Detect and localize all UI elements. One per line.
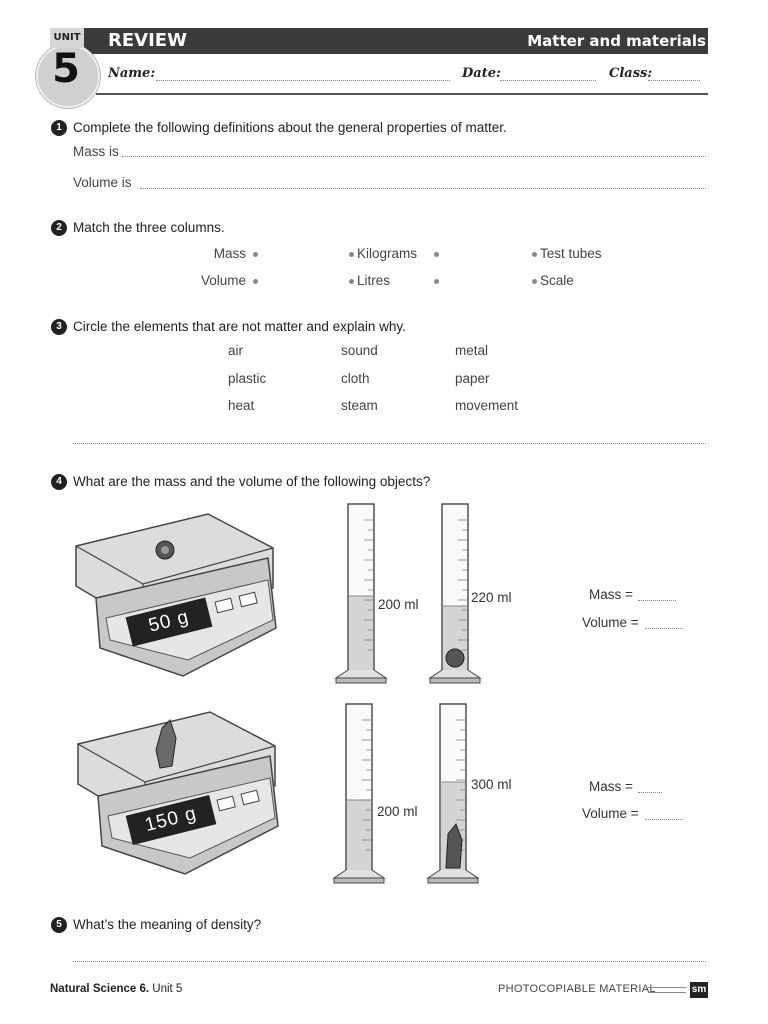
unit-number: 5 — [52, 46, 80, 92]
match-item: Litres — [357, 273, 391, 288]
mass-answer-label: Mass = — [589, 779, 633, 794]
volume-answer-label: Volume = — [582, 806, 639, 821]
graduated-cylinder-icon — [426, 700, 486, 888]
volume-definition-label: Volume is — [73, 175, 132, 190]
question-number: 4 — [51, 474, 67, 490]
class-field[interactable] — [648, 79, 700, 81]
match-dot[interactable] — [253, 279, 258, 284]
publisher-mark-icon — [648, 983, 686, 993]
footer-book-title — [50, 983, 182, 995]
mass-answer-field[interactable] — [638, 599, 676, 601]
volume-answer-label: Volume = — [582, 615, 639, 630]
volume-definition-field[interactable] — [140, 187, 706, 189]
name-field[interactable] — [156, 79, 450, 81]
match-dot[interactable] — [434, 279, 439, 284]
question-number: 5 — [51, 917, 67, 933]
question-number: 2 — [51, 220, 67, 236]
volume-answer-field[interactable] — [645, 818, 683, 820]
scale-display-1: 50 g — [126, 598, 213, 647]
graduated-cylinder-icon — [332, 700, 392, 888]
name-label: Name: — [108, 66, 156, 81]
question-5-prompt: What’s the meaning of density? — [73, 917, 262, 932]
question-2-prompt: Match the three columns. — [73, 220, 225, 235]
word-option[interactable]: metal — [455, 343, 489, 358]
mass-definition-label: Mass is — [73, 144, 119, 159]
explanation-field[interactable] — [73, 442, 706, 444]
word-option[interactable]: steam — [341, 398, 378, 413]
match-item: Mass — [213, 246, 246, 261]
unit-tab: UNIT — [50, 28, 84, 48]
page-title: REVIEW — [108, 30, 187, 51]
word-option[interactable]: sound — [341, 343, 378, 358]
cylinder-label: 300 ml — [471, 777, 512, 792]
question-3-prompt: Circle the elements that are not matter and explain why. — [73, 319, 406, 334]
volume-answer-field[interactable] — [645, 627, 683, 629]
graduated-cylinder-icon — [334, 500, 394, 688]
match-dot[interactable] — [349, 279, 354, 284]
match-dot[interactable] — [532, 279, 537, 284]
mass-definition-field[interactable] — [122, 155, 706, 157]
footer-unit: Unit 5 — [152, 983, 183, 995]
question-number: 1 — [51, 120, 67, 136]
mass-answer-label: Mass = — [589, 587, 633, 602]
word-option[interactable]: paper — [455, 371, 490, 386]
word-option[interactable]: movement — [455, 398, 519, 413]
match-item: Test tubes — [540, 246, 602, 261]
class-label: Class: — [609, 66, 653, 81]
match-dot[interactable] — [434, 252, 439, 257]
density-answer-field[interactable] — [73, 960, 706, 962]
match-dot[interactable] — [349, 252, 354, 257]
kitchen-scale-illustration — [70, 706, 285, 884]
subject-title: Matter and materials — [527, 32, 706, 50]
cylinder-label: 200 ml — [378, 597, 419, 612]
date-label: Date: — [462, 66, 501, 81]
kitchen-scale-illustration — [68, 508, 283, 686]
publisher-logo: sm — [690, 982, 708, 998]
word-option[interactable]: air — [228, 343, 244, 358]
match-dot[interactable] — [532, 252, 537, 257]
question-number: 3 — [51, 319, 67, 335]
mass-answer-field[interactable] — [638, 791, 662, 793]
question-4-prompt: What are the mass and the volume of the following objects? — [73, 474, 431, 489]
footer-book: Natural Science 6. — [50, 983, 150, 995]
cylinder-label: 220 ml — [471, 590, 512, 605]
word-option[interactable]: plastic — [228, 371, 267, 386]
question-1-prompt: Complete the following definitions about the general properties of matter. — [73, 120, 507, 135]
scale-display-2: 150 g — [126, 795, 217, 845]
date-field[interactable] — [500, 79, 596, 81]
match-item: Kilograms — [357, 246, 418, 261]
match-dot[interactable] — [253, 252, 258, 257]
match-item: Scale — [540, 273, 574, 288]
cylinder-label: 200 ml — [377, 804, 418, 819]
match-item: Volume — [200, 273, 246, 288]
footer-material: PHOTOCOPIABLE MATERIAL — [498, 983, 656, 995]
word-option[interactable]: cloth — [341, 371, 370, 386]
header-rule — [96, 93, 708, 95]
word-option[interactable]: heat — [228, 398, 255, 413]
